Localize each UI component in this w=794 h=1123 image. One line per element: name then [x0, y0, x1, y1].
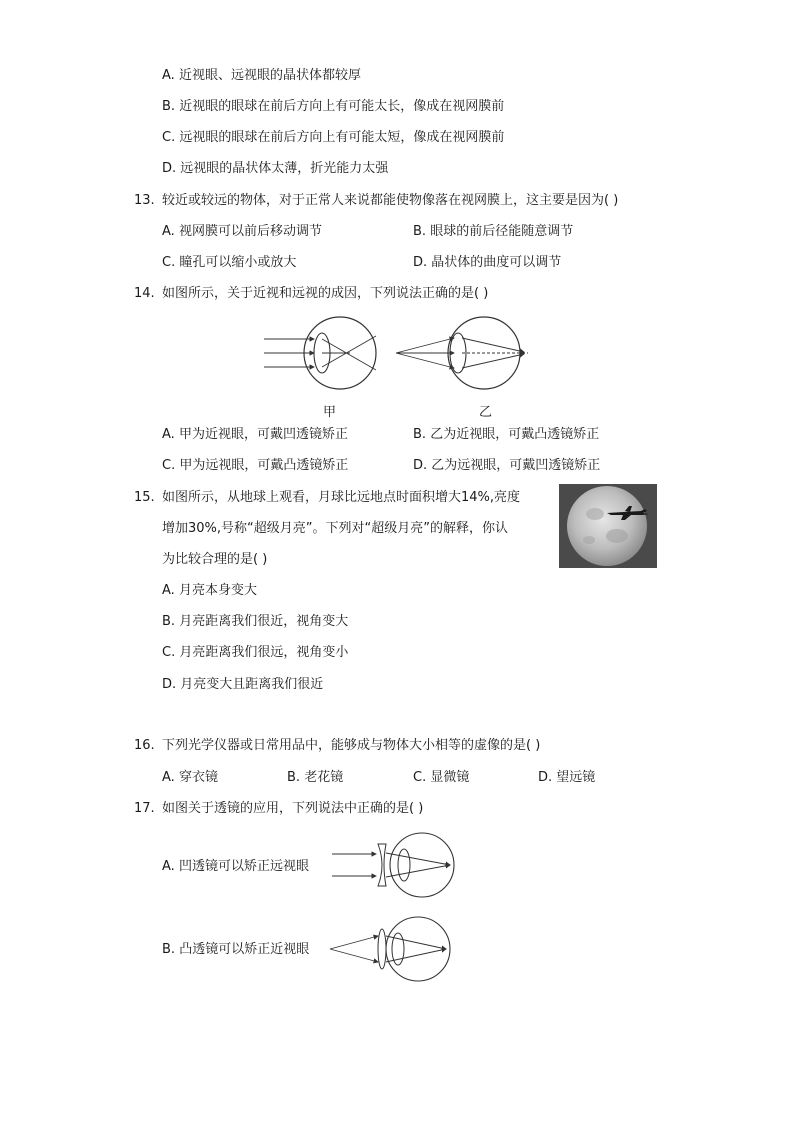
concave-lens-eye-diagram	[330, 830, 460, 900]
q15-option-a: A. 月亮本身变大	[162, 583, 257, 598]
eye-jia-diagram	[264, 317, 376, 389]
q16-option-b: B. 老花镜	[287, 770, 344, 785]
q14-option-a: A. 甲为近视眼，可戴凹透镜矫正	[162, 427, 348, 442]
supermoon-photo	[559, 484, 657, 568]
q17-option-a: A. 凹透镜可以矫正远视眼	[162, 859, 309, 874]
q14-caption-yi: 乙	[479, 405, 493, 420]
q13-stem: 较近或较远的物体，对于正常人来说都能使物像落在视网膜上，这主要是因为( )	[162, 193, 619, 208]
q14-caption-jia: 甲	[323, 405, 337, 420]
q14-stem: 如图所示，关于近视和远视的成因，下列说法正确的是( )	[162, 286, 489, 301]
q16-option-c: C. 显微镜	[413, 770, 470, 785]
q15-stem-line-1: 如图所示，从地球上观看，月球比远地点时面积增大14%,亮度	[162, 490, 521, 505]
convex-lens-eye-diagram	[326, 914, 456, 984]
q13-option-a: A. 视网膜可以前后移动调节	[162, 224, 322, 239]
q12-option-d: D. 远视眼的晶状体太薄，折光能力太强	[162, 161, 389, 176]
q14-option-c: C. 甲为远视眼，可戴凸透镜矫正	[162, 458, 349, 473]
q12-option-c: C. 远视眼的眼球在前后方向上有可能太短，像成在视网膜前	[162, 130, 505, 145]
q16-stem: 下列光学仪器或日常用品中，能够成与物体大小相等的虚像的是( )	[162, 738, 541, 753]
q15-option-d: D. 月亮变大且距离我们很近	[162, 677, 324, 692]
q13-option-b: B. 眼球的前后径能随意调节	[413, 224, 574, 239]
q16-option-a: A. 穿衣镜	[162, 770, 218, 785]
q17-number: 17.	[134, 801, 155, 816]
q14-option-d: D. 乙为远视眼，可戴凹透镜矫正	[413, 458, 601, 473]
q15-number: 15.	[134, 490, 155, 505]
q15-option-c: C. 月亮距离我们很远，视角变小	[162, 645, 349, 660]
q15-option-b: B. 月亮距离我们很近，视角变大	[162, 614, 349, 629]
q13-number: 13.	[134, 193, 155, 208]
eye-yi-diagram	[396, 317, 528, 389]
q15-stem-line-2: 增加30%,号称“超级月亮”。下列对“超级月亮”的解释，你认	[162, 521, 508, 536]
q14-eye-diagram	[258, 308, 538, 403]
q17-stem: 如图关于透镜的应用，下列说法中正确的是( )	[162, 801, 424, 816]
q12-option-a: A. 近视眼、远视眼的晶状体都较厚	[162, 68, 361, 83]
q16-option-d: D. 望远镜	[538, 770, 596, 785]
q14-number: 14.	[134, 286, 155, 301]
q16-number: 16.	[134, 738, 155, 753]
q12-option-b: B. 近视眼的眼球在前后方向上有可能太长，像成在视网膜前	[162, 99, 505, 114]
q13-option-d: D. 晶状体的曲度可以调节	[413, 255, 562, 270]
q14-option-b: B. 乙为近视眼，可戴凸透镜矫正	[413, 427, 600, 442]
q13-option-c: C. 瞳孔可以缩小或放大	[162, 255, 297, 270]
q15-stem-line-3: 为比较合理的是( )	[162, 552, 268, 567]
q17-option-b: B. 凸透镜可以矫正近视眼	[162, 942, 310, 957]
